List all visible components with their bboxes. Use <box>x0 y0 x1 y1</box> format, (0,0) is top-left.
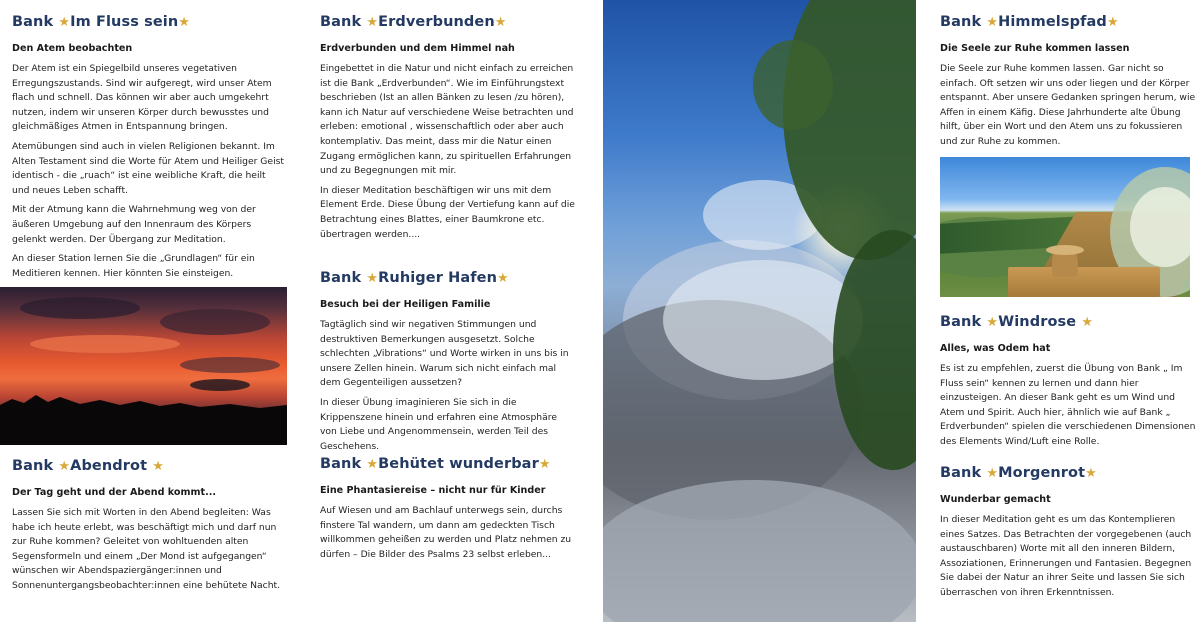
star-icon: ★ <box>494 15 507 30</box>
paragraph: Der Atem ist ein Spiegelbild unseres vegetativen Erregungszustands. Sind wir aufgeregt, wird unser Atem flach und schnell. Das können wir aber auch umgekehrt nutzen, indem wir unseren Körper durch bewusstes und gleichmäßiges Atmen in Entspannung bringen. <box>12 63 272 133</box>
star-icon: ★ <box>986 466 999 481</box>
paragraph: Tagtäglich sind wir negativen Stimmungen und destruktiven Bemerkungen ausgesetzt. Solche schlechten „Vibrations“ und Worte wirken in uns bis in unsere Zellen hinein. Warum sich nicht einfach mal dem Gegenteiligen aussetzen? <box>320 319 569 389</box>
section-title: Bank ★Erdverbunden★ <box>320 14 507 30</box>
paragraph: Auf Wiesen und am Bachlauf unterwegs sein, durchs finstere Tal wandern, um dann am gedeckten Tisch willkommen geheißen zu werden und Platz nehmen zu dürfen – Die Bilder des Psalms 23 selbst erleben... <box>320 505 572 560</box>
paragraph: Eingebettet in die Natur und nicht einfach zu erreichen ist die Bank „Erdverbunden“. Wie im Einführungstext beschrieben (Ist an allen Bänken zu lesen /zu hören), kann ich Natur auf verschiedene Weise betrachten und erleben: emotional , wissenschaftlich oder aber auch kontemplativ. Das meint, dass mir die Natur einen Zugang ermöglichen kann, zu spirituellen Erfahrungen und zu Begegnungen mit mir. <box>320 63 574 177</box>
star-icon: ★ <box>152 459 165 474</box>
section-title: Bank ★Behütet wunderbar★ <box>320 456 551 472</box>
section-morgenrot <box>940 465 1196 606</box>
paragraph: In dieser Meditation geht es um das Kontemplieren eines Satzes. Das Betrachten der vorgegebenen (auch austauschbaren) Worte mit all den inneren Bildern, Assoziationen, Erinnerungen und Fantasien. Begegnen Sie dabei der Natur an ihrer Seite und lassen Sie sich überraschen von ihren Erkenntnissen. <box>940 514 1192 598</box>
star-icon: ★ <box>497 271 509 286</box>
section-subtitle: Alles, was Odem hat <box>940 343 1051 354</box>
star-icon: ★ <box>366 271 379 286</box>
paragraph: Mit der Atmung kann die Wahrnehmung weg von der äußeren Umgebung auf den Innenraum des Körpers gelenkt werden. Der Übergang zur Meditation. <box>12 204 256 245</box>
sky-photo <box>603 0 916 622</box>
section-subtitle: Eine Phantasiereise – nicht nur für Kinder <box>320 485 546 496</box>
star-icon: ★ <box>58 15 71 30</box>
section-subtitle: Den Atem beobachten <box>12 43 133 54</box>
section-im-fluss-sein <box>12 14 286 286</box>
paragraph: In dieser Übung imaginieren Sie sich in die Krippenszene hinein und erfahren eine Atmosphäre von Liebe und Angenommensein, werden Teil des Geschehens. <box>320 396 557 452</box>
paragraph: An dieser Station lernen Sie die „Grundlagen“ für ein Meditieren kennen. Hier könnten Sie einsteigen. <box>12 253 255 279</box>
section-title: Bank ★Windrose ★ <box>940 314 1094 330</box>
star-icon: ★ <box>538 457 551 472</box>
bench-photo <box>940 157 1190 297</box>
section-behuetet-wunderbar <box>320 456 576 567</box>
column-4 <box>928 0 1200 622</box>
section-subtitle: Erdverbunden und dem Himmel nah <box>320 43 515 54</box>
star-icon: ★ <box>1106 15 1119 30</box>
column-2 <box>308 0 580 622</box>
star-icon: ★ <box>178 15 191 30</box>
section-windrose <box>940 314 1196 455</box>
column-1 <box>0 0 290 622</box>
paragraph: Lassen Sie sich mit Worten in den Abend begleiten: Was habe ich heute erlebt, was beschäftigt mich und darf nun zur Ruhe kommen? Geleitet von wohltuenden alten Segensformeln und einem „Der Mond ist aufgegangen“ wünschen wir Abendspaziergänger:innen und Sonnenuntergangsbeobachter:innen eine behütete Nacht. <box>12 507 281 591</box>
paragraph: Atemübungen sind auch in vielen Religionen bekannt. Im Alten Testament sind die Worte für Atem und Heiliger Geist identisch - die „ruach“ ist eine weibliche Kraft, die heilt und neues Leben schafft. <box>12 140 285 196</box>
section-title: Bank ★Morgenrot★ <box>940 465 1097 481</box>
star-icon: ★ <box>986 15 999 30</box>
star-icon: ★ <box>1085 466 1097 481</box>
paragraph: Die Seele zur Ruhe kommen lassen. Gar nicht so einfach. Oft setzen wir uns oder liegen und der Körper entspannt. Aber unsere Gedanken springen herum, wie Affen in einem Käfig. Diese Jahrhunderte alte Übung hilft, über ein Wort und den Atem uns zu fokussieren und zur Ruhe zu kommen. <box>940 63 1196 147</box>
section-title: Bank ★Im Fluss sein★ <box>12 14 191 30</box>
star-icon: ★ <box>986 315 999 330</box>
section-title: Bank ★Ruhiger Hafen★ <box>320 270 509 286</box>
paragraph: In dieser Meditation beschäftigen wir uns mit dem Element Erde. Diese Übung der Vertiefung kann auf die Betrachtung eines Blattes, einer Baumkrone etc. übertragen werden.... <box>320 184 575 240</box>
star-icon: ★ <box>366 15 379 30</box>
star-icon: ★ <box>1081 315 1094 330</box>
paragraph: Es ist zu empfehlen, zuerst die Übung von Bank „ Im Fluss sein“ kennen zu lernen und dann hier einzusteigen. An dieser Bank geht es um Wind und Atem und Spirit. Auch hier, ähnlich wie auf Bank „ Erdverbunden“ spielen die verschiedenen Dimensionen des Elements Wind/Luft eine Rolle. <box>940 363 1196 447</box>
section-abendrot <box>12 458 286 599</box>
section-himmelspfad <box>940 14 1196 155</box>
treeline <box>0 287 287 445</box>
star-icon: ★ <box>58 459 71 474</box>
section-title: Bank ★Abendrot ★ <box>12 458 165 474</box>
section-subtitle: Der Tag geht und der Abend kommt... <box>12 487 217 498</box>
section-subtitle: Wunderbar gemacht <box>940 494 1051 505</box>
section-erdverbunden <box>320 14 576 247</box>
sunset-photo <box>0 287 287 445</box>
star-icon: ★ <box>366 457 379 472</box>
section-subtitle: Besuch bei der Heiligen Familie <box>320 299 491 310</box>
section-ruhiger-hafen <box>320 270 576 459</box>
section-subtitle: Die Seele zur Ruhe kommen lassen <box>940 43 1130 54</box>
section-title: Bank ★Himmelspfad★ <box>940 14 1119 30</box>
